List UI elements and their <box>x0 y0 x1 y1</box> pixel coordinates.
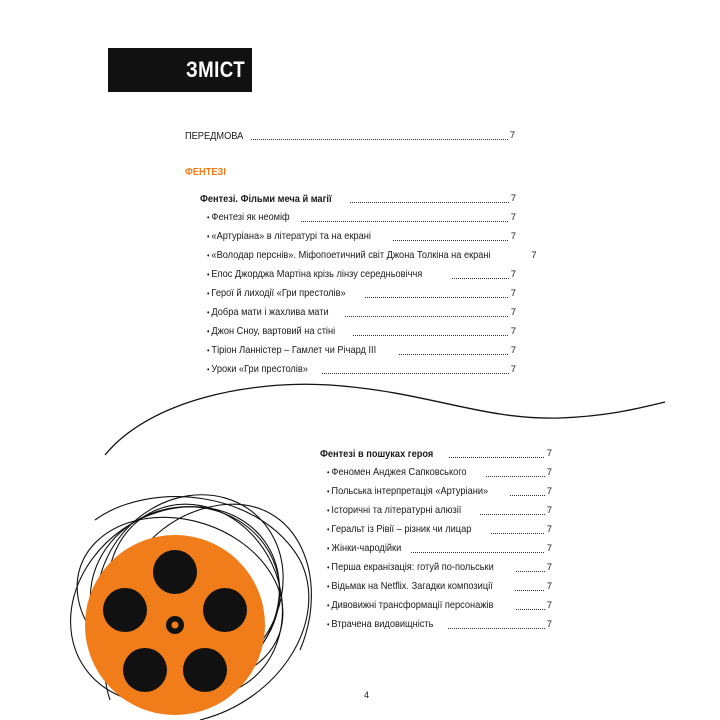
toc-entry[interactable] <box>327 579 552 593</box>
toc-entry-label: • Добра мати і жахлива мати <box>207 306 329 319</box>
toc-entry[interactable] <box>327 560 552 574</box>
toc-entry[interactable] <box>327 541 552 555</box>
page-number: 4 <box>364 690 370 700</box>
toc-page-number: 7 <box>510 364 516 375</box>
toc-page-number: 7 <box>510 231 516 242</box>
toc-entry-label: ПЕРЕДМОВА <box>185 130 244 142</box>
dot-leader <box>322 373 509 374</box>
toc-entry-label: • Герої й лиходії «Гри престолів» <box>207 287 346 300</box>
toc-entry[interactable] <box>327 598 552 612</box>
toc-entry-label: • Жінки-чародійки <box>327 542 401 555</box>
toc-entry-label: • Польська інтерпретація «Артуріани» <box>327 485 488 498</box>
dot-leader <box>491 533 545 534</box>
toc-page-number: 7 <box>509 130 515 141</box>
dot-leader <box>393 240 508 241</box>
toc-chapter-1[interactable] <box>200 191 516 205</box>
dot-leader <box>452 278 509 279</box>
toc-entry-label: • Історичні та літературні алюзії <box>327 504 461 517</box>
dot-leader <box>516 609 545 610</box>
toc-page-number: 7 <box>546 448 552 459</box>
dot-leader <box>448 628 545 629</box>
toc-entry[interactable] <box>327 617 552 631</box>
toc-entry-label: • Феномен Анджея Сапковського <box>327 466 467 479</box>
toc-chapter-2[interactable] <box>320 446 552 460</box>
toc-page-number: 7 <box>510 326 516 337</box>
section-heading: ФЕНТЕЗІ <box>185 166 226 178</box>
toc-entry[interactable] <box>327 522 552 536</box>
toc-entry-label: • Фентезі як неоміф <box>207 211 290 224</box>
toc-entry[interactable] <box>207 267 516 281</box>
toc-entry[interactable] <box>207 305 516 319</box>
dot-leader <box>365 297 509 298</box>
toc-entry-label: • Дивовижні трансформації персонажів <box>327 599 493 612</box>
toc-page-number: 7 <box>546 600 552 611</box>
toc-page-number: 7 <box>510 193 516 204</box>
toc-page-number: 7 <box>546 467 552 478</box>
toc-entry[interactable] <box>327 484 552 498</box>
toc-page-number: 7 <box>510 269 516 280</box>
toc-page-number: 7 <box>531 250 537 261</box>
toc-entry[interactable] <box>207 286 516 300</box>
page-title: ЗМІСТ <box>186 57 246 82</box>
toc-page-number: 7 <box>546 524 552 535</box>
dot-leader <box>449 457 545 458</box>
dot-leader <box>301 221 509 222</box>
dot-leader <box>399 354 508 355</box>
toc-entry-label: • Епос Джорджа Мартіна крізь лінзу середньовіччя <box>207 268 422 281</box>
toc-entry[interactable] <box>207 248 537 262</box>
toc-entry[interactable] <box>207 210 516 224</box>
dot-leader <box>515 590 544 591</box>
toc-entry-label: • Перша екранізація: готуй по-польськи <box>327 561 494 574</box>
toc-entry[interactable] <box>207 229 516 243</box>
toc-page-number: 7 <box>510 307 516 318</box>
toc-entry-label: Фентезі. Фільми меча й магії <box>200 193 332 205</box>
toc-entry-preface[interactable] <box>185 128 515 142</box>
swoosh-line <box>105 384 665 455</box>
toc-entry-label: • «Артуріана» в літературі та на екрані <box>207 230 371 243</box>
toc-entry-label: • Відьмак на Netflix. Загадки композиції <box>327 580 493 593</box>
toc-entry-label: • Тіріон Ланністер – Гамлет чи Річард ІІІ <box>207 344 376 357</box>
toc-page-number: 7 <box>546 619 552 630</box>
toc-entry-label: Фентезі в пошуках героя <box>320 448 434 460</box>
toc-entry-label: • Уроки «Гри престолів» <box>207 363 308 376</box>
dot-leader <box>411 552 544 553</box>
toc-entry[interactable] <box>207 343 516 357</box>
dot-leader <box>345 316 508 317</box>
page-title-block <box>108 48 252 92</box>
toc-page-number: 7 <box>510 212 516 223</box>
toc-page-number: 7 <box>510 288 516 299</box>
toc-page-number: 7 <box>546 581 552 592</box>
toc-entry[interactable] <box>327 465 552 479</box>
toc-page-number: 7 <box>510 345 516 356</box>
dot-leader <box>480 514 545 515</box>
dot-leader <box>251 139 507 140</box>
toc-entry[interactable] <box>327 503 552 517</box>
toc-entry-label: • Втрачена видовищність <box>327 618 433 631</box>
toc-page-number: 7 <box>546 505 552 516</box>
dot-leader <box>516 571 544 572</box>
toc-page-number: 7 <box>546 562 552 573</box>
toc-entry[interactable] <box>207 362 516 376</box>
toc-entry-label: • Геральт із Рівії – різник чи лицар <box>327 523 471 536</box>
film-reel-icon <box>85 535 265 715</box>
dot-leader <box>353 335 509 336</box>
dot-leader <box>350 202 509 203</box>
dot-leader <box>486 476 545 477</box>
toc-entry[interactable] <box>207 324 516 338</box>
dot-leader <box>510 495 545 496</box>
toc-entry-label: • Джон Сноу, вартовий на стіні <box>207 325 335 338</box>
toc-page-number: 7 <box>546 486 552 497</box>
toc-page-number: 7 <box>546 543 552 554</box>
toc-entry-label: • «Володар перснів». Міфопоетичний світ Джона Толкіна на екрані <box>207 249 491 262</box>
